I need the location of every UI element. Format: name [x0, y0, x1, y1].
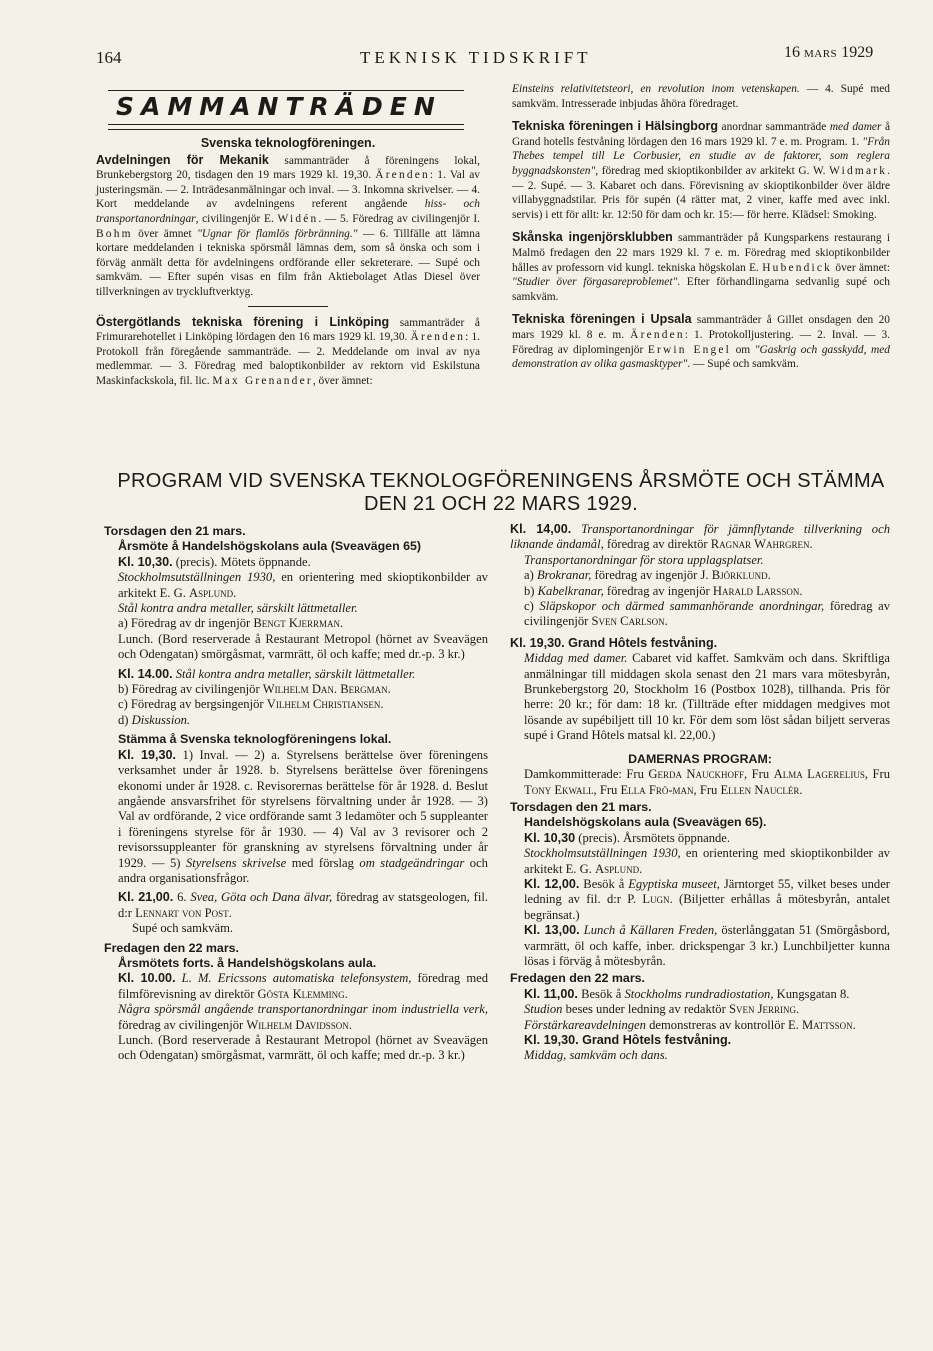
- text-run: 16: [784, 44, 800, 61]
- day-heading: Fredagen den 22 mars.: [510, 971, 645, 986]
- text-run: Kl. 12,00.: [524, 876, 580, 891]
- text-run: Besök å: [577, 986, 625, 1001]
- text-run: Några spörsmål angående transportanordningar inom industriella verk,: [118, 1002, 488, 1017]
- text-run: . Efter förhandlingarna sedvanlig supé och samkväm.: [512, 276, 890, 303]
- text-run: (precis). Årsmötets öppnande.: [575, 830, 731, 845]
- text-run: .: [664, 614, 668, 629]
- text-run: (precis). Mötets öppnande.: [172, 554, 311, 569]
- text-run: Diskussion.: [131, 712, 191, 727]
- text-run: : 1. Protokoll från föregående sammanträde. — 2. Meddelande om inval av nya medlemmar. — 3. Föredrag med baloptikonbilder av rektorn vid Eskilstuna Maskinfackskola, fil. lic.: [96, 331, 480, 387]
- text-run: Ragnar Wahrgren: [710, 537, 810, 552]
- text-run: a): [524, 568, 537, 583]
- text-run: Stockholms rundradiostation,: [624, 986, 774, 1001]
- text-run: Stål kontra andra metaller, särskilt lättmetaller.: [172, 666, 416, 681]
- text-run: Asplund: [595, 861, 640, 876]
- text-run: d): [118, 712, 132, 727]
- text-run: Studion: [524, 1002, 563, 1017]
- text-run: "Gaskrig och gasskydd, med demonstration av olika gasmasktyper": [512, 343, 890, 371]
- text-run: Avdelningen för Mekanik: [96, 152, 269, 167]
- text-run: Lennart von Post: [135, 905, 229, 920]
- text-run: c): [524, 599, 540, 614]
- text-run: a) Föredrag av dr ingenjör: [118, 616, 254, 631]
- text-run: över ämnet:: [832, 261, 890, 274]
- text-run: .: [387, 682, 391, 697]
- text-run: , civilingenjör E.: [195, 212, 278, 225]
- text-run: Lunch. (Bord reserverade å Restaurant Metropol (hörnet av Sveavägen och Odengatan) smörgåsmat, varmrätt, öl och kaffe; med dr.-p. 3 kr.): [118, 631, 488, 662]
- damernas-program-heading: DAMERNAS PROGRAM:: [628, 751, 772, 766]
- text-run: , Fru: [744, 767, 774, 782]
- section-banner: [108, 88, 464, 132]
- text-run: en orientering med skioptikonbilder av arkitekt E. G.: [524, 846, 890, 876]
- text-run: sammanträder å föreningens lokal, Brunkebergstorg 20, tisdagen den 19 mars 1929 kl. 19,30.: [96, 154, 481, 182]
- text-run: b): [524, 583, 538, 598]
- text-run: Besök å: [579, 876, 629, 891]
- text-run: hiss- och transportanordningar: [96, 198, 480, 225]
- text-run: Widén: [277, 212, 319, 225]
- text-run: Järntorget 55, vilket beses under ledning av fil. d:r P.: [524, 876, 890, 907]
- text-run: föredrag av ingenjör J.: [591, 568, 712, 583]
- text-run: och andra organisationsfrågor.: [118, 855, 488, 885]
- issue-date: [784, 44, 873, 62]
- text-run: "Från Thebes tempel till Le Corbusier, en studie av de faktorer, som reglera byggnadskonsten": [512, 135, 890, 177]
- text-run: Kabelkranar,: [537, 583, 604, 598]
- venue-heading: Handelshögskolans aula (Sveavägen 65).: [524, 815, 767, 830]
- text-run: föredrag av ingenjör: [603, 583, 713, 598]
- uppsala-notice: [512, 312, 890, 371]
- skanska-notice: [512, 230, 890, 304]
- text-run: Vilhelm Christiansen: [266, 697, 381, 712]
- text-run: föredrag med filmförevisning av direktör: [118, 971, 489, 1001]
- halsingborg-notice: [512, 119, 890, 222]
- text-run: Wilhelm Davidsson: [246, 1017, 349, 1032]
- text-run: anordnar sammanträde: [718, 121, 830, 134]
- mekanik-notice: [96, 153, 480, 300]
- text-run: .: [852, 1017, 856, 1032]
- text-run: Tony Ekwall: [524, 782, 594, 797]
- day-heading: Torsdagen den 21 mars.: [510, 799, 652, 814]
- text-run: Widmark: [829, 164, 888, 177]
- text-run: — 4. Supé med samkväm. Intresserade inbjudas åhöra föredraget.: [512, 83, 890, 110]
- text-run: Ärenden: [375, 169, 430, 182]
- text-run: 6.: [173, 890, 191, 905]
- einstein-continuation: [512, 82, 890, 111]
- text-run: Släpskopor och därmed sammanhörande anordningar,: [539, 599, 825, 614]
- text-run: Kl. 19,30.: [524, 1033, 579, 1047]
- text-run: Ellen Nauclér: [720, 782, 800, 797]
- text-run: Wilhelm Dan. Bergman: [262, 682, 388, 697]
- text-run: "Ugnar för flamlös förbränning.": [197, 227, 358, 240]
- text-run: beses under ledning av redaktör: [562, 1002, 729, 1017]
- day-heading: Torsdagen den 21 mars.: [104, 524, 246, 538]
- text-run: MARS: [804, 48, 838, 60]
- text-run: över ämnet: [132, 227, 198, 240]
- text-run: .: [344, 986, 348, 1001]
- text-run: Tekniska föreningen i Hälsingborg: [512, 119, 719, 134]
- text-run: Kl. 19,30.: [118, 747, 176, 762]
- text-run: Max Grenander: [212, 374, 313, 387]
- text-run: . — 2. Supé. — 3. Kabaret och dans. Förevisning av skioptikonbilder över äldre villabyggnadstilar. Pris för supén (4 rätter mat, 2 viner, kaffe med avec inkl. servis) i ett för allt: kr. 12:50 för dam och kr. 15:— för herre. Klädsel: Smoking.: [512, 164, 890, 221]
- text-run: Grand Hôtels festvåning.: [578, 1033, 732, 1047]
- text-run: Östergötlands tekniska förening i Linköping: [96, 314, 390, 329]
- text-run: .: [233, 585, 237, 600]
- text-run: , Fru: [864, 767, 891, 782]
- text-run: Cabaret vid kaffet. Samkväm och dans. Skriftliga anmälningar till middagen skola senast den 21 mars vara mötesbyrån, Brunkebergstorg 20, Stockholm 16 (Postbox 1028), tillhanda. Pris för herre: 20 kr.; för dam: 18 kr. (Tillträde efter middagen medgives mot lösande av supébiljett till 10 kr. För dem som löst sådan biljett serveras supé i Grand Hôtels matsal kl. 22,00.): [524, 651, 891, 743]
- text-run: c) Föredrag av bergsingenjör: [118, 697, 267, 712]
- text-run: Gösta Klemming: [257, 986, 345, 1001]
- text-run: L. M. Ericssons automatiska telefonsystem,: [175, 971, 412, 986]
- text-run: sammanträder på Kungsparkens restaurang i Malmö fredagen den 22 mars 1929 kl. 7 e. m. Föredrag med skioptikonbilder hålles av professorn vid kungl. tekniska högskolan E.: [512, 232, 890, 274]
- journal-title: TEKNISK TIDSKRIFT: [360, 48, 592, 67]
- ostergotland-notice: [96, 315, 480, 389]
- text-run: 1929: [841, 44, 874, 61]
- text-run: Kl. 14.00.: [118, 666, 173, 681]
- text-run: Erwin Engel: [647, 343, 732, 356]
- text-run: , föredrag med skioptikonbilder av arkitekt G. W.: [595, 164, 830, 177]
- text-run: Lunch. (Bord reserverade å Restaurant Metropol (hörnet av Sveavägen och Odengatan) smörgåsmat, varmrätt, öl och kaffe; med dr.-p. 3 kr.): [118, 1033, 488, 1063]
- text-run: föredrag av civilingenjör: [118, 1017, 247, 1032]
- text-run: Kungsgatan 8.: [773, 986, 850, 1001]
- text-run: föredrag av statsgeologen, fil. d:r: [118, 890, 488, 920]
- text-run: Björklund: [711, 568, 768, 583]
- text-run: .: [639, 861, 643, 876]
- left-news-column: [96, 136, 480, 389]
- text-run: .: [228, 905, 232, 920]
- text-run: Gerda Nauckhoff: [648, 767, 745, 782]
- text-run: om: [731, 343, 755, 356]
- text-run: .: [767, 568, 771, 583]
- text-run: b) Föredrag av civilingenjör: [118, 682, 263, 697]
- text-run: Stål kontra andra metaller, särskilt lättmetaller.: [118, 601, 358, 616]
- text-run: Sven Carlson: [591, 614, 665, 629]
- text-run: — 6. Tillfälle att lämna kortare meddelanden i tekniska spörsmål lämnas dem, som så önska och som i förväg anmält detta för avdelningens ordförande eller sekreterare. — Supé och samkväm. — Efter supén visas en film från Aktiebolaget Atlas Diesel över tillverkningen av tryckluftverktyg.: [96, 227, 481, 298]
- text-run: .: [340, 616, 344, 631]
- text-run: Sven Jerring: [728, 1002, 797, 1017]
- day-heading: Fredagen den 22 mars.: [104, 940, 239, 955]
- text-run: Kl. 19,30.: [510, 635, 565, 650]
- program-title: PROGRAM VID SVENSKA TEKNOLOGFÖRENINGENS ÅRSMÖTE OCH STÄMMA DEN 21 OCH 22 MARS 1929.: [117, 470, 885, 515]
- text-run: Tekniska föreningen i Upsala: [512, 312, 692, 327]
- text-run: . — Supé och samkväm.: [687, 358, 799, 371]
- text-run: Transportanordningar för jämnflytande tillverkning och liknande ändamål,: [510, 522, 890, 552]
- text-run: 1) Inval. — 2) a. Styrelsens berättelse över föreningens verksamhet under år 1928. b. Styrelsens berättelse över föreningens ekonomi under år 1928. c. Revisorernas berättelse för år 1928. d. Beslut angående ansvarsfrihet för styrelsens förvaltning under år 1928. — 3) Val av ordförande, 2 vice ordförande samt 3 ledamöter och 5 suppleanter i föreningens styrelse för år 1930. — 4) Val av 3 revisorer och 2 revisorssuppleanter för granskning av styrelsens förvaltning under år 1929. — 5): [118, 747, 488, 870]
- text-run: Mattsson: [801, 1017, 853, 1032]
- text-run: Styrelsens skrivelse: [185, 855, 287, 870]
- text-run: demonstreras av kontrollör E.: [645, 1017, 802, 1032]
- text-run: Damkommitterade: Fru: [524, 767, 649, 782]
- text-run: Ärenden: [410, 331, 466, 344]
- text-run: Kl. 21,00.: [118, 890, 174, 905]
- text-run: , Fru: [693, 782, 721, 797]
- text-run: Stockholmsutställningen 1930,: [524, 846, 681, 861]
- text-run: föredrag av direktör: [603, 537, 711, 552]
- text-run: Lunch å Källaren Freden,: [579, 923, 718, 938]
- text-run: Svea, Göta och Dana älvar,: [190, 890, 333, 905]
- text-run: Brokranar,: [536, 568, 592, 583]
- text-run: , över ämnet:: [312, 374, 373, 387]
- text-run: .: [799, 583, 803, 598]
- text-run: Bohm: [96, 227, 133, 240]
- program-left-column: [104, 522, 488, 1064]
- venue-heading: Årsmötets forts. å Handelshögskolans aula.: [118, 955, 377, 970]
- text-run: om stadgeändringar: [359, 855, 465, 870]
- text-run: Ella Frö-man: [620, 782, 694, 797]
- venue-heading: Årsmöte å Handelshögskolans aula (Sveavägen 65): [118, 539, 421, 554]
- divider: [248, 306, 328, 307]
- text-run: sammanträder å Gillet onsdagen den 20 mars 1929 kl. 8 e. m.: [512, 314, 890, 341]
- text-run: Kl. 10.00.: [118, 971, 176, 986]
- text-run: Stockholmsutställningen 1930,: [118, 570, 276, 585]
- text-run: Bengt Kjerrman: [253, 616, 340, 631]
- text-run: .: [380, 697, 384, 712]
- text-run: : 1. Protokolljustering. — 2. Inval. — 3. Föredrag av diplomingenjör: [512, 328, 890, 356]
- text-run: å Grand hotells festvåning lördagen den 16 mars 1929 kl. 7 e. m. Program. 1.: [512, 121, 891, 148]
- text-run: Hubendick: [762, 261, 833, 274]
- text-run: . (Biljetter erhållas å mötesbyrån, antalet begränsat.): [524, 892, 890, 922]
- text-run: Lugn: [642, 892, 670, 907]
- text-run: . — 5. Föredrag av civilingenjör I.: [318, 212, 480, 225]
- text-run: Alma Lagerelius: [773, 767, 865, 782]
- text-run: .: [799, 782, 803, 797]
- text-run: , Fru: [593, 782, 621, 797]
- text-run: .: [809, 537, 813, 552]
- text-run: "Studier över förgasareproblemet": [512, 276, 678, 289]
- text-run: en orientering med skioptikonbilder av arkitekt E. G.: [118, 570, 488, 600]
- text-run: Kl. 10,30: [524, 830, 576, 845]
- page-number: 164: [96, 48, 122, 67]
- text-run: Kl. 11,00.: [524, 986, 578, 1001]
- text-run: Transportanordningar för stora upplagsplatser.: [524, 552, 764, 567]
- text-run: Kl. 14,00.: [510, 522, 572, 536]
- text-run: Ärenden: [630, 328, 685, 341]
- section-title: SAMMANTRÄDEN: [116, 92, 442, 121]
- right-news-column: [512, 82, 890, 372]
- text-run: Skånska ingenjörsklubben: [512, 230, 673, 245]
- program-right-column: [510, 522, 890, 1064]
- text-run: föredrag av civilingenjör: [524, 599, 891, 629]
- text-run: Supé och samkväm.: [132, 921, 234, 936]
- text-run: Grand Hôtels festvåning.: [564, 635, 718, 650]
- society-heading: Svenska teknologföreningen.: [200, 136, 376, 150]
- text-run: Harald Larsson: [712, 583, 800, 598]
- text-run: Egyptiska museet,: [628, 876, 720, 891]
- text-run: Förstärkareavdelningen: [524, 1017, 646, 1032]
- text-run: Middag, samkväm och dans.: [524, 1048, 668, 1063]
- text-run: .: [796, 1002, 800, 1017]
- text-run: med förslag: [286, 855, 360, 870]
- text-run: sammanträder å Frimurarehotellet i Linköping lördagen den 16 mars 1929 kl. 19,30.: [96, 316, 480, 344]
- text-run: .: [348, 1017, 352, 1032]
- text-run: Einsteins relativitetsteori, en revolution inom vetenskapen.: [512, 83, 800, 95]
- text-run: Kl. 13,00.: [524, 923, 580, 938]
- text-run: : 1. Val av justeringsmän. — 2. Inträdesanmälningar och inval. — 3. Inkomna skrivelser. — 4. Kort meddelande av avdelningens referent angående: [96, 169, 480, 211]
- venue-heading: Stämma å Svenska teknologföreningens lokal.: [118, 732, 392, 747]
- text-run: med damer: [829, 121, 882, 134]
- text-run: österlånggatan 51 (Smörgåsbord, varmrätt, öl och kaffe, inber. drickspengar 3 kr.) Lunchbiljetter kunna lösas i förväg å mötesbyrån.: [524, 923, 890, 968]
- text-run: Middag med damer.: [524, 651, 628, 666]
- text-run: Asplund: [189, 585, 234, 600]
- text-run: Kl. 10,30.: [118, 554, 173, 569]
